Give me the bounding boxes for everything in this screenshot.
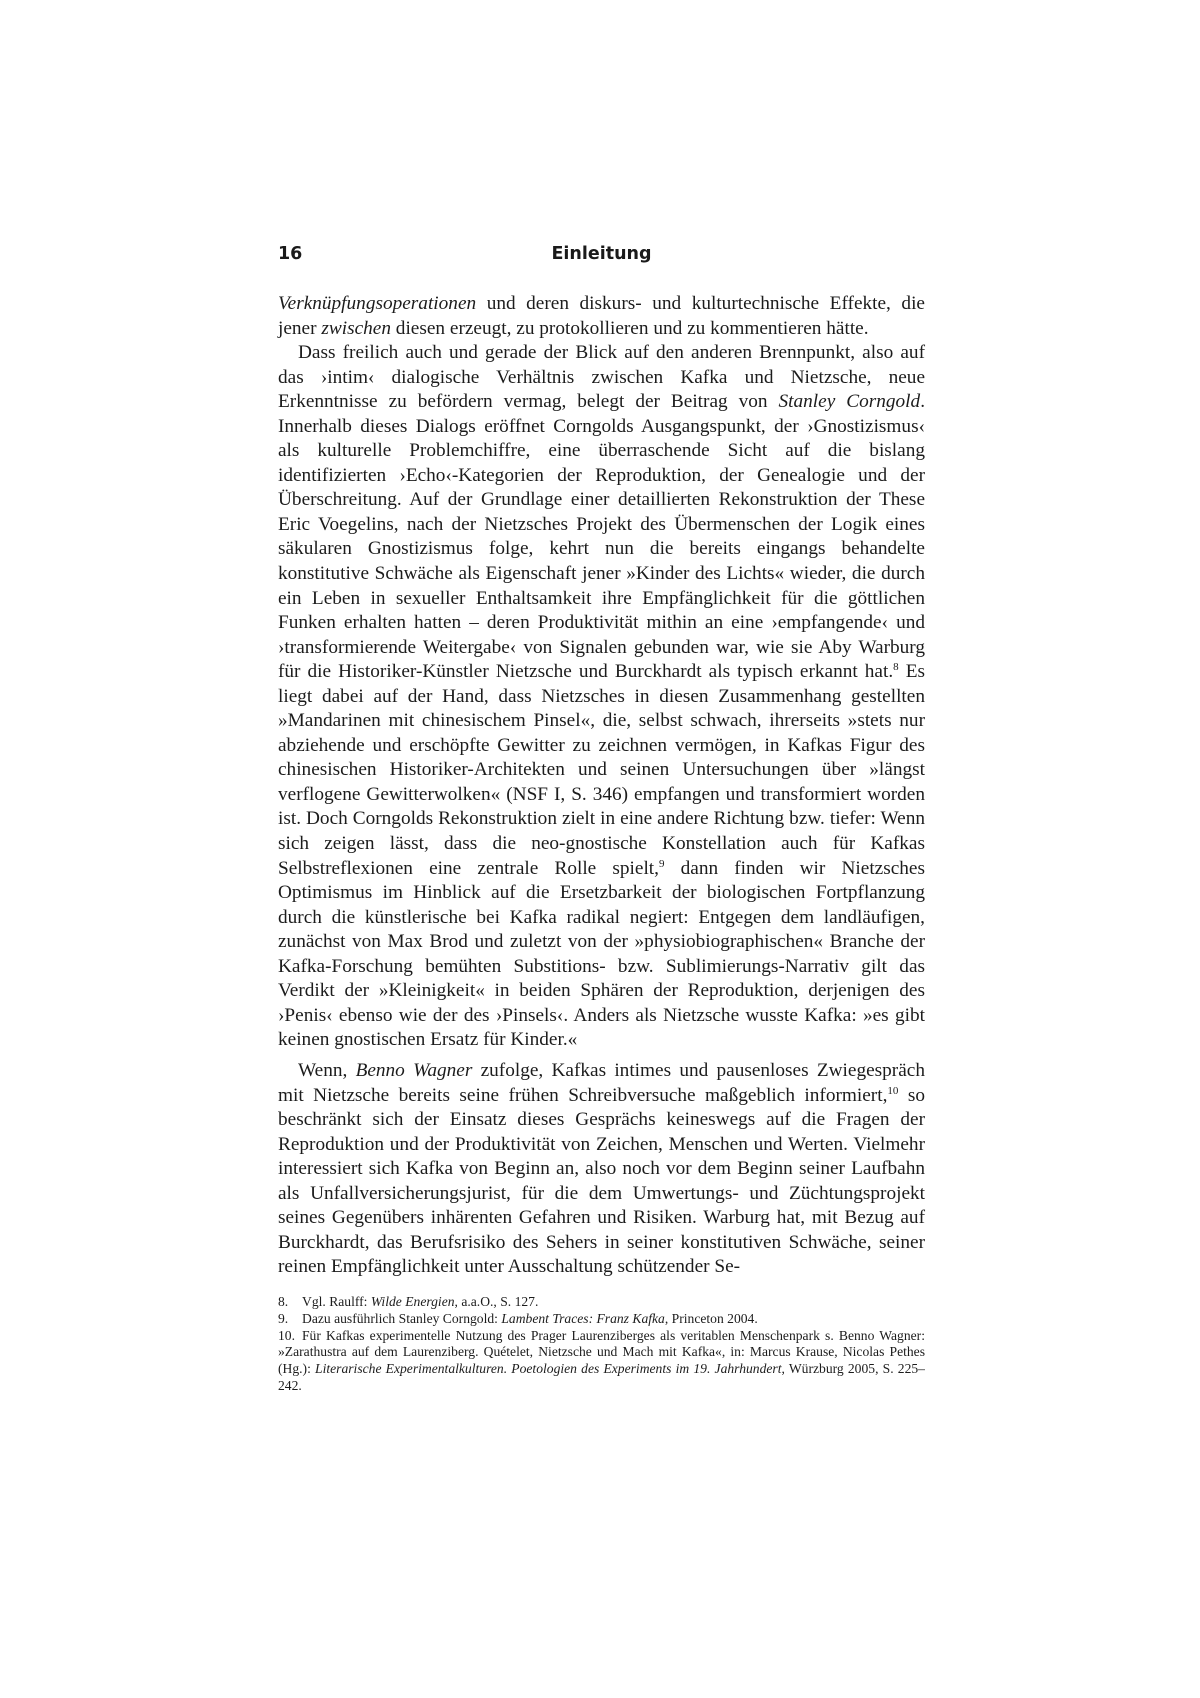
text-run: , Würzburg 2005, S. 225–242. <box>278 1361 925 1393</box>
text-run: so beschränkt sich der Einsatz dieses Gesprächs keineswegs auf die Fragen der Reproduktion und der Produktivität von Zeichen, Menschen und Werten. Vielmehr interessiert sich Kafka von Beginn an, also noch vor dem Beginn seiner Laufbahn als Unfallversicherungsjurist, für die dem Umwertungs- und Züchtungsprojekt seines Gegenübers inhärenten Gefahren und Risiken. Warburg hat, mit Bezug auf Burckhardt, das Berufsrisiko des Sehers in seiner konstitutiven Schwäche, seiner reinen Empfänglichkeit unter Ausschaltung schützender Se- <box>278 1084 925 1278</box>
author-name: Benno Wagner <box>355 1059 473 1081</box>
text-run: , a.a.O., S. 127. <box>454 1294 539 1309</box>
running-head: Einleitung <box>551 244 652 264</box>
body-text <box>278 292 925 1280</box>
footnote-ref-8[interactable]: 8 <box>893 661 899 674</box>
text-run: und deren diskurs- und kulturtechnische Effekte, die jener <box>278 293 925 339</box>
footnote-number: 9. <box>278 1310 289 1326</box>
italic-term: zwischen <box>321 317 391 339</box>
text-run: Dazu ausführlich Stanley Corngold: <box>302 1310 502 1326</box>
text-run: dann finden wir Nietzsches Optimismus im Hinblick auf die Ersetzbarkeit der biologischen Fortpflanzung durch die künstlerische bei Kafka radikal negiert: Entgegen dem landläufigen, zunächst von Max Brod und zuletzt von der »physiobiographischen« Branche der Kafka-Forschung bemühten Substitions- bzw. Sublimierungs-Narrativ gilt das Verdikt der »Kleinigkeit« in beiden Sphären der Reproduktion, derjenigen des ›Penis‹ ebenso wie der des ›Pinsels‹. Anders als Nietzsche wusste Kafka: »es gibt keinen gnostischen Ersatz für Kinder.« <box>278 857 925 1051</box>
text-run: . Innerhalb dieses Dialogs eröffnet Corngolds Ausgangspunkt, der ›Gnostizismus‹ als kulturelle Problemchiffre, eine überraschende Sicht auf die bislang identifizierten ›Echo‹-Kategorien der Reproduktion, der Genealogie und der Überschreitung. Auf der Grundlage einer detaillierten Rekonstruktion der These Eric Voegelins, nach der Nietzsches Projekt des Übermenschen der Logik eines säkularen Gnostizismus folge, kehrt nun die bereits eingangs behandelte konstitutive Schwäche als Eigenschaft jener »Kinder des Lichts« wieder, die durch ein Leben in sexueller Enthaltsamkeit ihre Empfänglichkeit für die göttlichen Funken erhalten hatten – deren Produktivität mithin an eine ›empfangende‹ und ›transformierende Weitergabe‹ von Signalen gebunden war, wie sie Aby Warburg für die Historiker-Künstler Nietzsche und Burckhardt als typisch erkannt hat. <box>278 391 926 683</box>
text-run: diesen erzeugt, zu protokollieren und zu kommentieren hätte. <box>390 317 869 339</box>
footnote-9 <box>278 1311 925 1328</box>
italic-title: Lambent Traces: Franz Kafka <box>501 1310 665 1326</box>
author-name: Stanley Corngold <box>778 391 921 413</box>
footnote-number: 10. <box>278 1327 295 1343</box>
footnotes <box>278 1294 925 1395</box>
italic-term: Verknüpfungsoperationen <box>278 293 477 314</box>
footnote-number: 8. <box>278 1294 289 1309</box>
text-run: Für Kafkas experimentelle Nutzung des Prager Laurenziberges als veritablen Menschenpark s. Benno Wagner: »Zarathustra auf dem Laurenziberg. Quételet, Nietzsche und Mach mit Kafka«, in: Marcus Krause, Nicolas Pethes (Hg.): <box>278 1327 925 1377</box>
text-run: Vgl. Raulff: <box>302 1294 371 1309</box>
text-run: Dass freilich auch und gerade der Blick auf den anderen Brennpunkt, also auf das ›intim‹ dialogische Verhältnis zwischen Kafka und Nietzsche, neue Erkenntnisse zu befördern vermag, belegt der Beitrag von <box>278 342 925 413</box>
paragraph-1 <box>278 292 925 341</box>
page-header <box>278 244 925 274</box>
footnote-8 <box>278 1294 925 1311</box>
italic-title: Literarische Experimentalkulturen. Poetologien des Experiments im 19. Jahrhundert <box>315 1361 782 1377</box>
footnote-10 <box>278 1328 925 1395</box>
text-run: zufolge, Kafkas intimes und pausenloses Zwiegespräch mit Nietzsche bereits seine frühen Schreibversuche maßgeblich informiert, <box>278 1059 925 1106</box>
text-run: Es liegt dabei auf der Hand, dass Nietzsches in diesen Zusammenhang gestellten »Mandarinen mit chinesischem Pinsel«, die, selbst schwach, ihrerseits »stets nur abziehende und erschöpfte Gewitter zu zeichnen vermögen, in Kafkas Figur des chinesischen Historiker-Architekten und seinen Untersuchungen über »längst verflogene Gewitterwolken« (NSF I, S. 346) empfangen und transformiert worden ist. Doch Corngolds Rekonstruktion zielt in eine andere Richtung bzw. tiefer: Wenn sich zeigen lässt, dass die neo-gnostische Konstellation auch für Kafkas Selbstreflexionen eine zentrale Rolle spielt, <box>278 661 925 879</box>
paragraph-3 <box>278 1059 925 1280</box>
italic-title: Wilde Energien <box>370 1294 455 1309</box>
paragraph-2 <box>278 341 925 1053</box>
text-run: Wenn, <box>298 1059 356 1081</box>
text-run: , Princeton 2004. <box>664 1310 758 1326</box>
page-number: 16 <box>278 244 303 264</box>
footnote-ref-9[interactable]: 9 <box>658 857 665 870</box>
footnote-ref-10[interactable]: 10 <box>887 1084 899 1097</box>
